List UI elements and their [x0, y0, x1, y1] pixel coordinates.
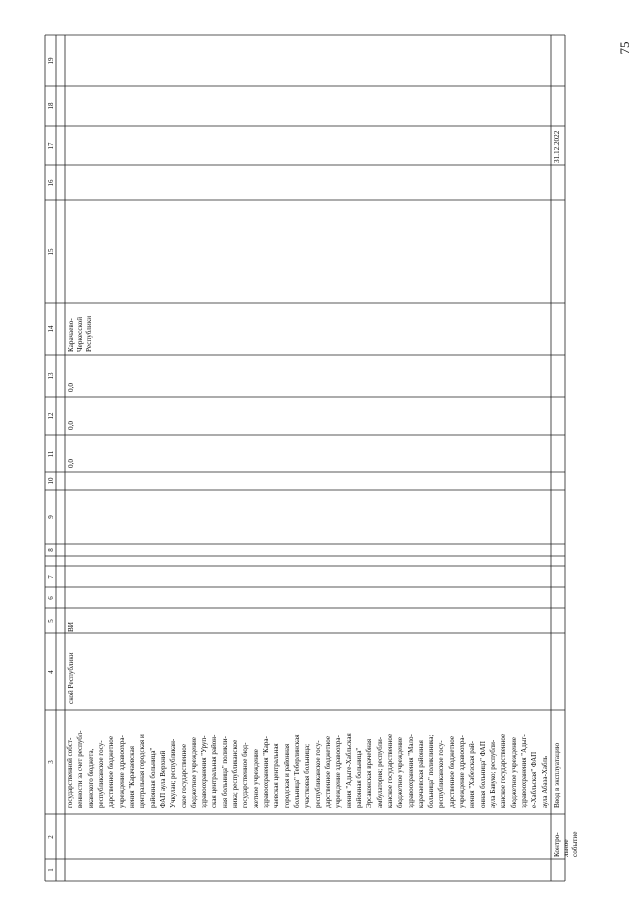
row2-col2-line: льное [562, 839, 570, 857]
row1-col3-line: ФАП аула Верхний [158, 750, 167, 808]
row2-col3: Ввод в эксплуатацию [553, 742, 561, 808]
row1-col3-line: здравоохранения "Уруп- [200, 735, 209, 808]
row1-col3-line: жетное учреждение [251, 749, 260, 808]
row1-col3-line: канское государственное [385, 733, 394, 808]
row1-col3-line: больница" поликлиника; [427, 734, 436, 808]
row1-col3-line: дарственное бюджетное [323, 736, 332, 808]
column-header-18: 18 [46, 102, 55, 110]
row1-col3-line: чаевская центральная [272, 743, 281, 808]
column-header-16: 16 [46, 179, 55, 186]
row1-col3-line: Эрсаконская врачебная [365, 738, 374, 808]
row1-col3-line: учреждение здравоохра- [458, 735, 467, 808]
column-header-17: 17 [46, 142, 55, 149]
row1-col3-line: республиканское госу- [96, 740, 105, 808]
row1-col12: 0,0 [67, 421, 75, 430]
column-header-12: 12 [46, 412, 55, 420]
row1-col3-line: республиканское госу- [313, 740, 322, 808]
row1-col3-line: Учкулан; республикан- [169, 738, 178, 808]
row1-col3-line: дарственное бюджетное [447, 736, 456, 808]
row1-col4: ской Республики [67, 652, 75, 704]
column-header-9: 9 [46, 515, 55, 519]
row1-col3-line: нения "Хабезская рай- [468, 741, 477, 808]
row1-col3-line: центральная городская и [138, 734, 147, 808]
row1-col3-line: ская центральная район- [210, 734, 219, 808]
row1-col3-line: здравоохранения "Мало- [406, 734, 415, 808]
row2-col2-line: Контро- [553, 832, 561, 857]
column-header-3: 3 [46, 760, 55, 764]
row1-col5: ВИ [67, 622, 75, 632]
row1-col3-line: венности за счет республ- [76, 730, 85, 808]
column-header-11: 11 [46, 450, 55, 457]
row1-col3-line: иканского бюджета, [86, 748, 95, 808]
column-header-7: 7 [46, 574, 55, 579]
row1-col3-line: бюджетное учреждение [396, 737, 405, 808]
row1-col3-line: здравоохранения "Кара- [262, 736, 271, 808]
row1-col3-line: участковая больница; [303, 743, 312, 808]
row1-col3-line: аула Бавуко; республи- [489, 739, 498, 808]
row1-col3-line: нения "Карачаевская [127, 746, 136, 808]
column-header-15: 15 [46, 248, 55, 255]
row1-col3-line: карачаевская районная [416, 740, 425, 808]
row1-col3-line: ское государственное [179, 744, 188, 808]
row1-col3-line: амбулатория; республи- [375, 736, 384, 808]
row1-col14-line: Карачаево- [67, 318, 75, 352]
row1-col3-line: е-Хабльская" ФАП [530, 751, 539, 808]
page-number: 75 [617, 41, 632, 55]
column-header-13: 13 [46, 372, 55, 380]
row1-col3-line: республиканское госу- [437, 740, 446, 808]
row1-col14-line: Черкесской [76, 316, 85, 352]
row2-col17: 31.12.2022 [553, 130, 561, 163]
column-header-2: 2 [46, 834, 55, 839]
column-header-14: 14 [46, 325, 55, 333]
row1-col3-line: бюджетное учреждение [509, 737, 518, 808]
row1-col3-line: районная больница" [354, 747, 363, 808]
column-header-8: 8 [46, 548, 55, 552]
row1-col3-line: здравоохранения "Адыг- [520, 734, 529, 808]
column-header-10: 10 [46, 477, 55, 485]
row1-col3-line: районная больница" [148, 747, 157, 808]
row1-col11: 0,0 [67, 459, 75, 468]
row1-col3-line: государственной собст- [66, 737, 74, 808]
column-header-4: 4 [46, 669, 55, 674]
column-header-6: 6 [46, 595, 55, 600]
row1-col3-line: канское государственное [499, 733, 508, 808]
column-header-5: 5 [46, 618, 55, 623]
row1-col3-line: учреждение здравоохра- [334, 735, 343, 808]
row1-col3-line: больница" Теберлинская [293, 734, 302, 808]
row1-col3-line: бюджетное учреждение [189, 737, 198, 808]
row1-col3-line: государственное бюд- [241, 742, 250, 808]
row1-col3-line: учреждение здравоохра- [117, 735, 126, 808]
row1-col13: 0,0 [67, 383, 75, 392]
row1-col3-line: онная больница" ФАП [478, 741, 487, 808]
row1-col3-line: нения "Адыге-Хабльская [344, 733, 353, 808]
row1-col3-line: дарственное бюджетное [107, 736, 116, 808]
row1-col3-line: городская и районная [282, 743, 291, 808]
row1-col3-line: аула Абаза-Хабль [540, 755, 549, 808]
row1-col3-line: ная больница" поликли- [220, 736, 229, 808]
row1-col3-line: ника; республиканское [231, 739, 240, 808]
column-header-19: 19 [46, 57, 55, 64]
row2-col2-line: событие [571, 831, 579, 857]
row1-col14-line: Республики [85, 315, 94, 352]
column-header-1: 1 [46, 868, 55, 872]
